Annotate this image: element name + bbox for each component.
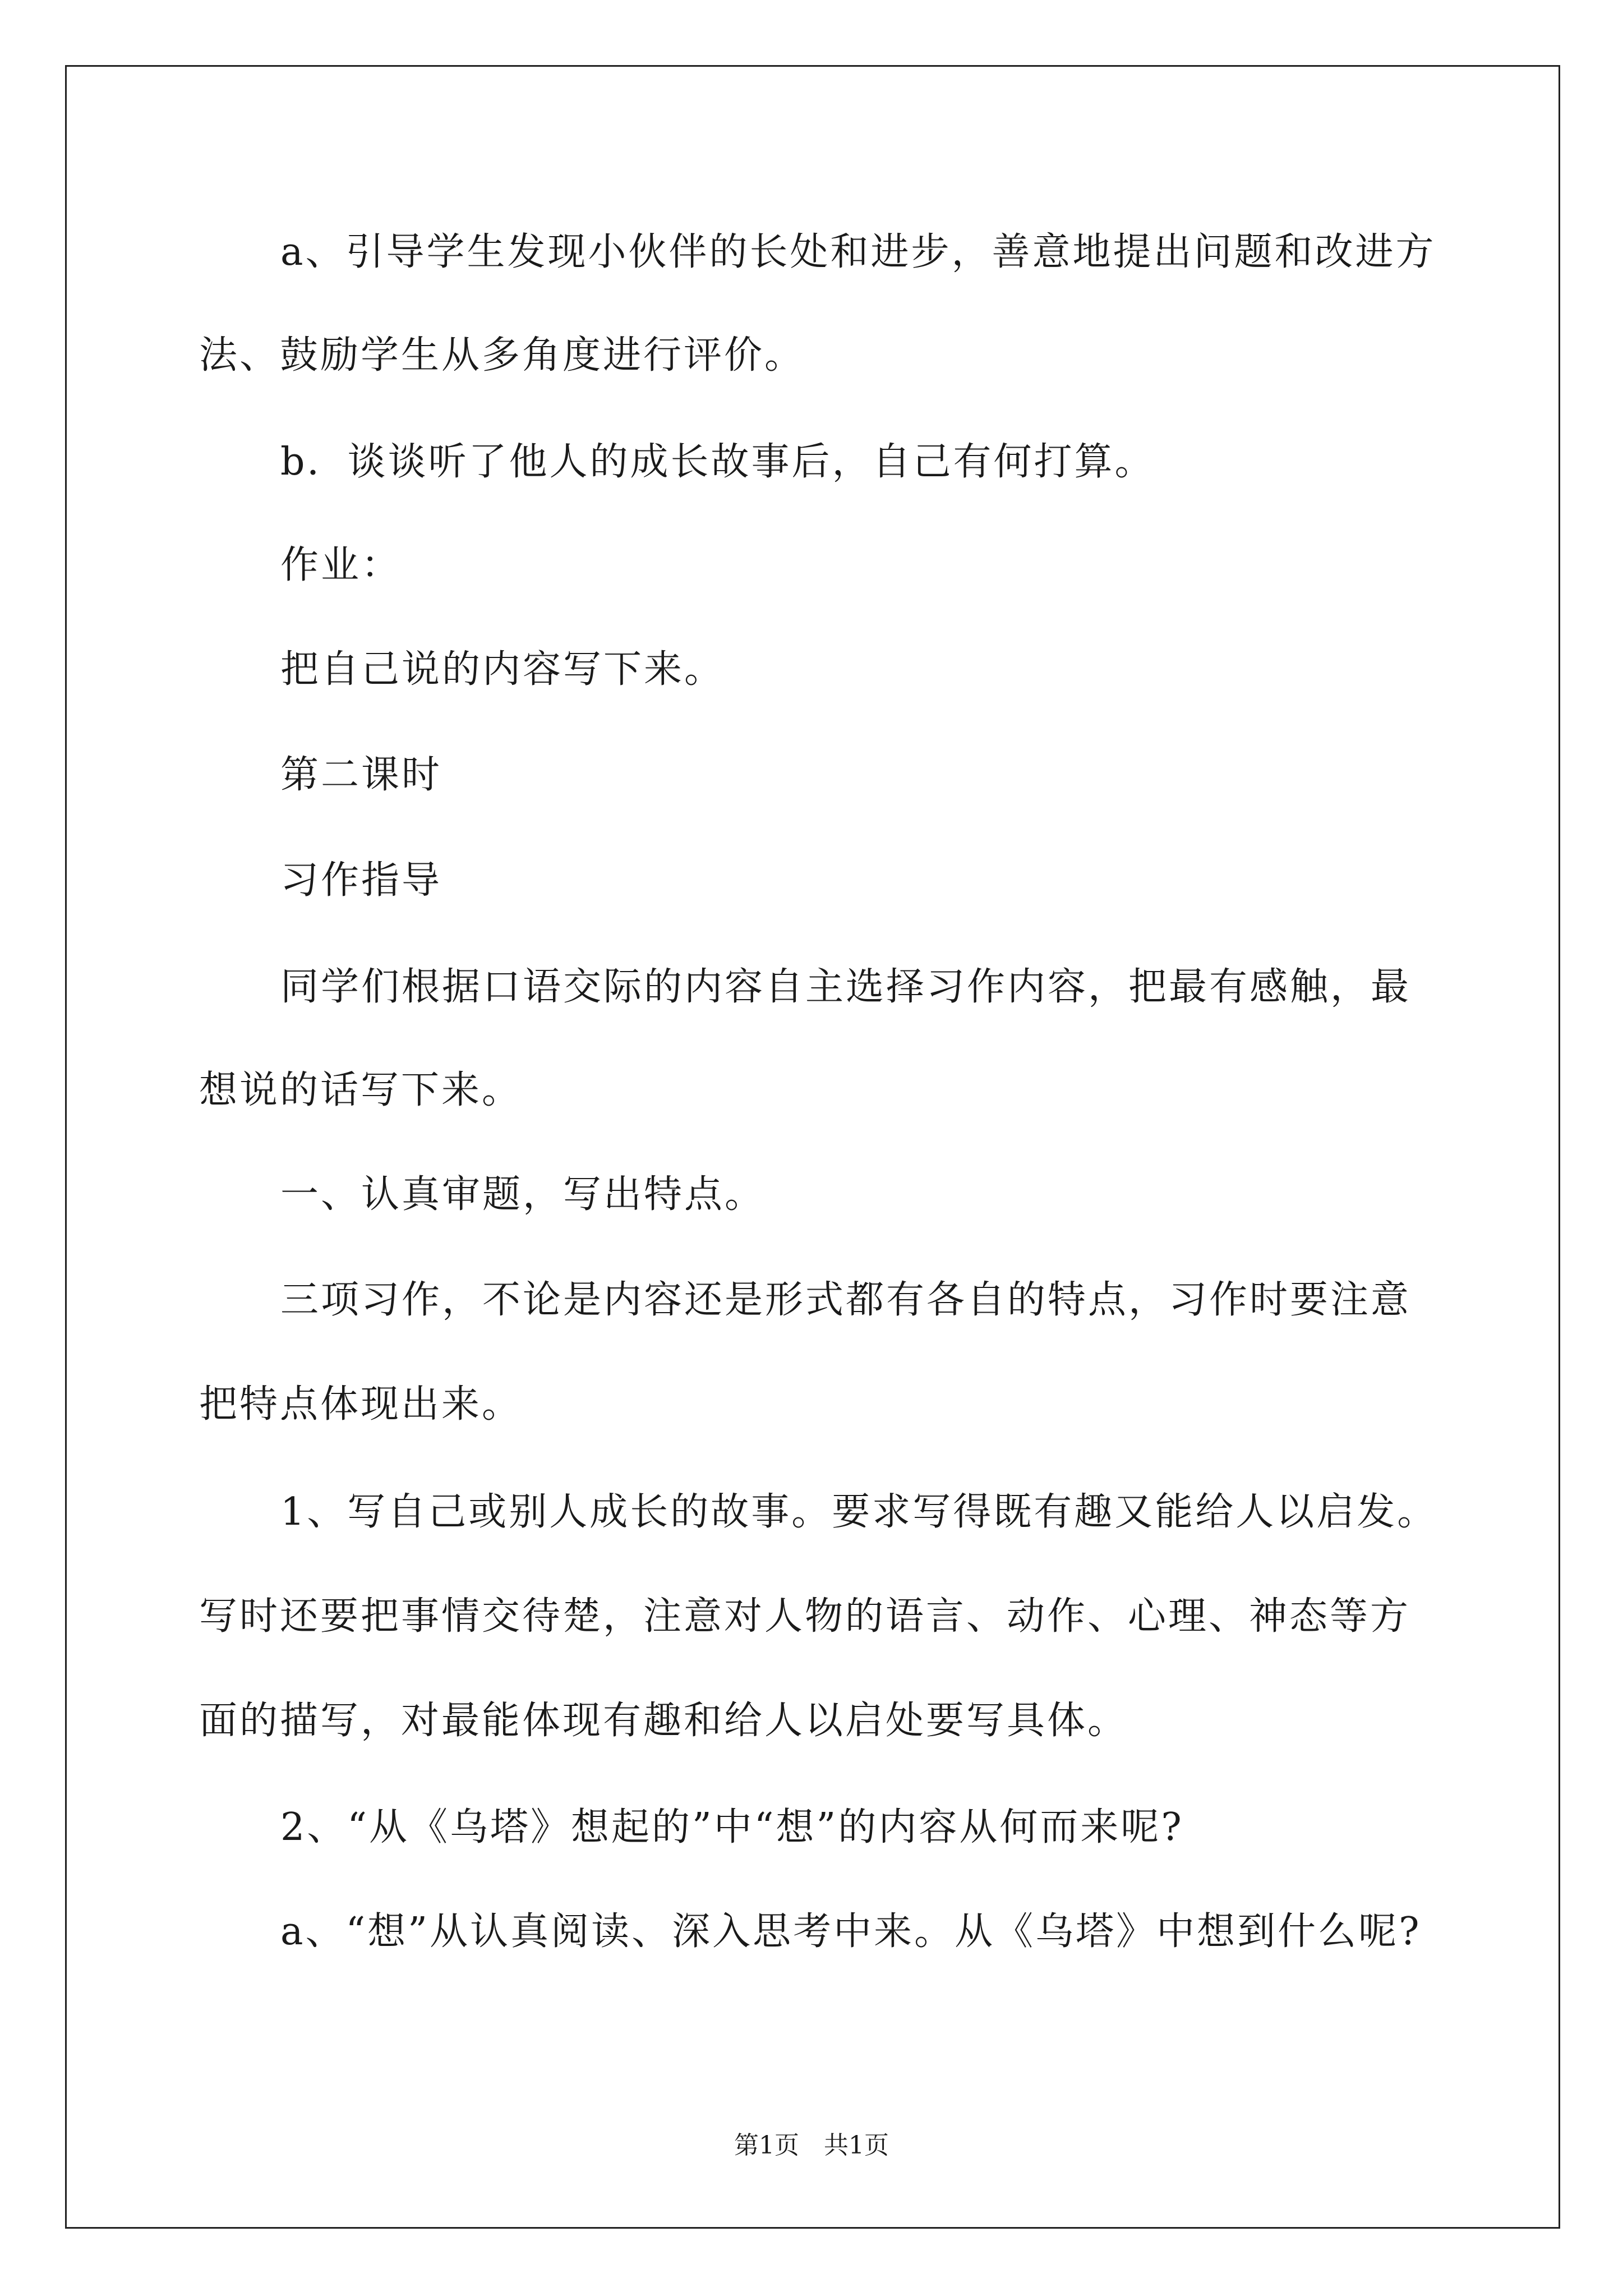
page-number-footer: 第1页 共1页 bbox=[734, 2131, 889, 2160]
paragraph-line: b．谈谈听了他人的成长故事后，自己有何打算。 bbox=[280, 440, 1155, 484]
paragraph-line: 法、鼓励学生从多角度进行评价。 bbox=[199, 333, 805, 378]
paragraph-line: 2、“从《乌塔》想起的”中“想”的内容从何而来呢? bbox=[280, 1805, 1184, 1849]
paragraph-line: 想说的话写下来。 bbox=[199, 1068, 523, 1112]
paragraph-line: 1、写自己或别人成长的故事。要求写得既有趣又能给人以启发。 bbox=[280, 1490, 1438, 1534]
paragraph-line: a、“想”从认真阅读、深入思考中来。从《乌塔》中想到什么呢? bbox=[280, 1910, 1422, 1954]
paragraph-line: 把特点体现出来。 bbox=[199, 1382, 523, 1427]
section-heading: 习作指导 bbox=[280, 858, 442, 903]
paragraph-line: 面的描写，对最能体现有趣和给人以启处要写具体。 bbox=[199, 1699, 1128, 1743]
section-heading: 第二课时 bbox=[280, 753, 442, 797]
paragraph-line: 作业： bbox=[280, 543, 402, 587]
paragraph-line: 三项习作，不论是内容还是形式都有各自的特点，习作时要注意 bbox=[280, 1278, 1412, 1322]
paragraph-line: 写时还要把事情交待楚，注意对人物的语言、动作、心理、神态等方 bbox=[199, 1594, 1411, 1639]
paragraph-line: a、引导学生发现小伙伴的长处和进步，善意地提出问题和改进方 bbox=[280, 230, 1436, 274]
paragraph-line: 一、认真审题，写出特点。 bbox=[280, 1172, 766, 1217]
paragraph-line: 把自己说的内容写下来。 bbox=[280, 647, 725, 692]
paragraph-line: 同学们根据口语交际的内容自主选择习作内容，把最有感触，最 bbox=[280, 965, 1412, 1009]
